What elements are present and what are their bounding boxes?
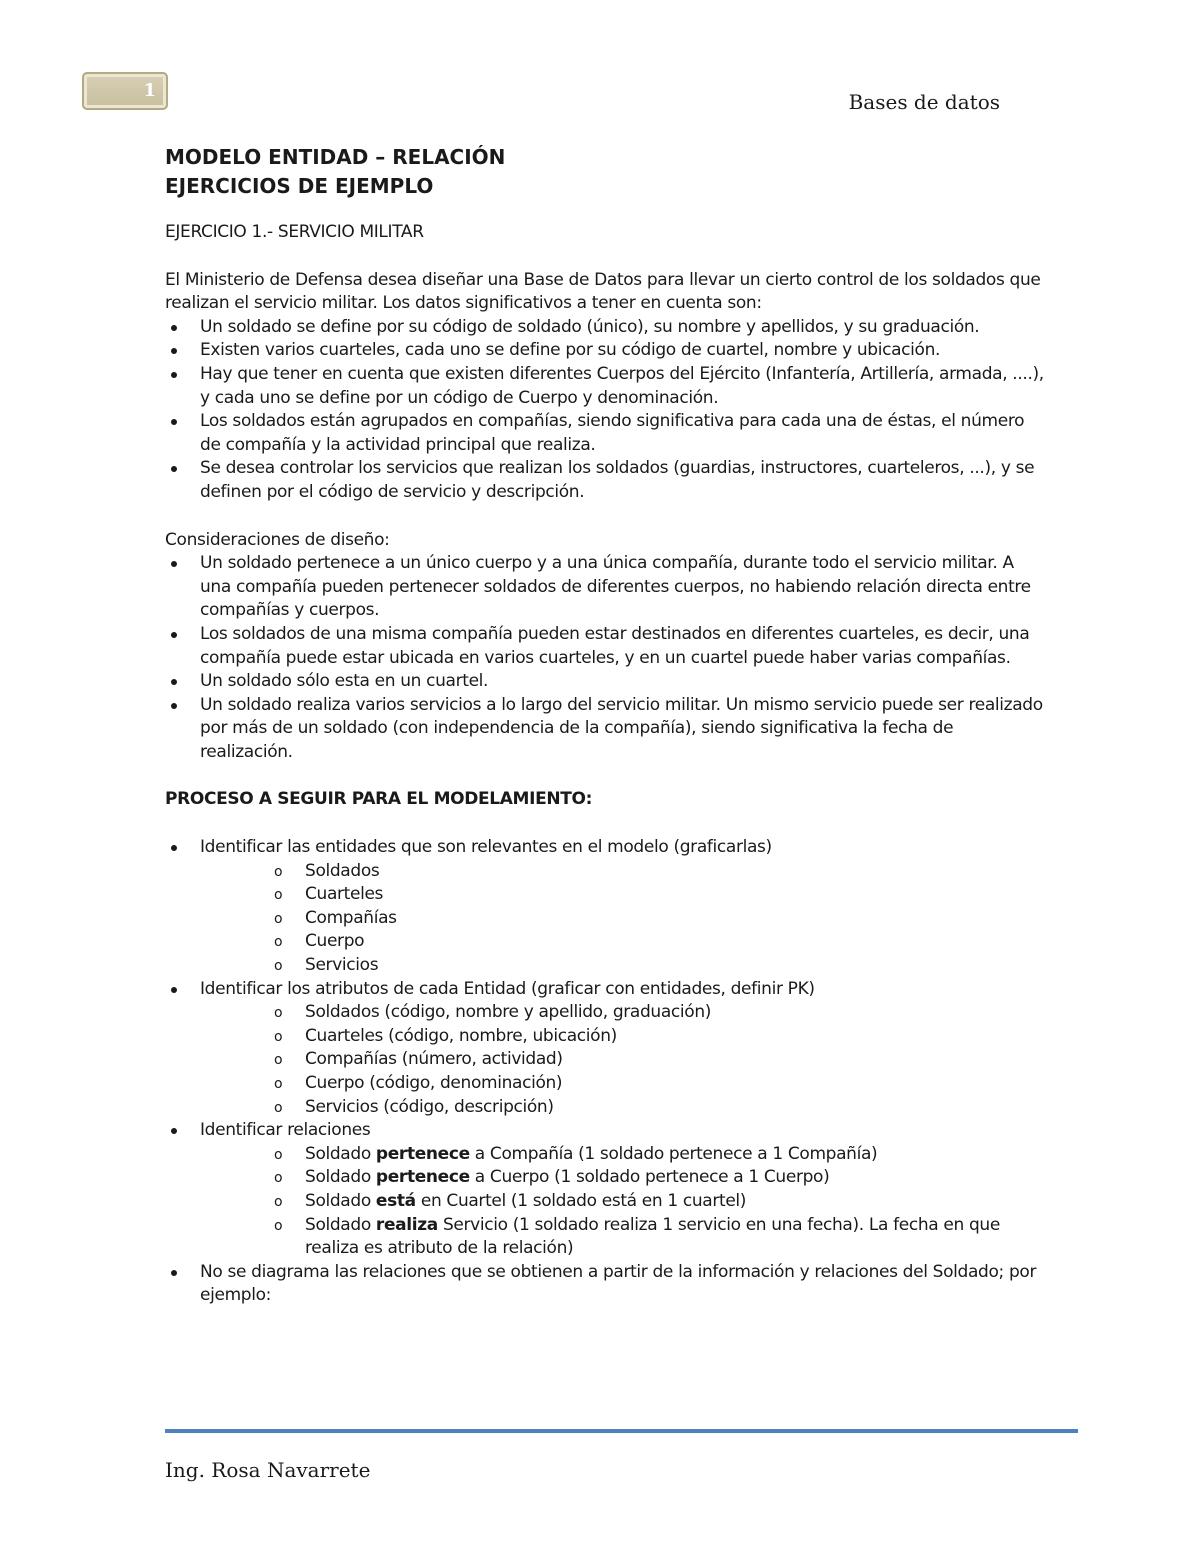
relation-post: a Cuerpo (1 soldado pertenece a 1 Cuerpo) [469, 1167, 830, 1188]
list-item [270, 1190, 1045, 1214]
relation-pre: Soldado [305, 1214, 376, 1235]
list-item: Un soldado se define por su código de soldado (único), su nombre y apellidos, y su graduación. [165, 316, 1045, 340]
entities-sublist [200, 860, 1045, 978]
list-item: o Servicios (código, descripción) [270, 1096, 1045, 1120]
list-item: Los soldados de una misma compañía pueden estar destinados en diferentes cuarteles, es decir, una compañía puede estar ubicada en varios cuarteles, y en un cuartel puede haber varias compañías. [165, 623, 1045, 670]
step-label: Identificar relaciones [200, 1120, 371, 1141]
footer-rule [165, 1429, 1078, 1433]
page-number-badge [82, 72, 168, 110]
relation-verb: realiza [375, 1214, 438, 1235]
list-item: o Soldados [270, 860, 1045, 884]
list-item: o Cuarteles [270, 883, 1045, 907]
document-subtitle: EJERCICIOS DE EJEMPLO [165, 174, 434, 198]
process-step-relations [165, 1119, 1045, 1261]
list-item: Un soldado sólo esta en un cuartel. [165, 670, 1045, 694]
process-step-attributes [165, 978, 1045, 1120]
considerations-heading: Consideraciones de diseño: [165, 529, 390, 550]
list-item: o Cuarteles (código, nombre, ubicación) [270, 1025, 1045, 1049]
relation-verb: pertenece [375, 1143, 470, 1164]
list-item: Los soldados están agrupados en compañías, siendo significativa para cada una de éstas, el número de compañía y la actividad principal que realiza. [165, 410, 1045, 457]
exercise-heading: EJERCICIO 1.- SERVICIO MILITAR [165, 222, 424, 242]
relation-verb: pertenece [375, 1167, 470, 1188]
relation-pre: Soldado [305, 1190, 376, 1211]
relations-sublist [200, 1143, 1045, 1261]
data-points-list [165, 316, 1045, 505]
list-item [270, 1166, 1045, 1190]
relation-post: Servicio (1 soldado realiza 1 servicio en una fecha). La fecha en que realiza es atributo de la relación) [305, 1214, 1000, 1259]
list-item: o Compañías (número, actividad) [270, 1048, 1045, 1072]
document-body [165, 143, 1045, 1308]
relation-post: en Cuartel (1 soldado está en 1 cuartel) [415, 1190, 747, 1211]
list-item: o Cuerpo [270, 930, 1045, 954]
relation-verb: está [375, 1190, 416, 1211]
header-title: Bases de datos [848, 90, 1000, 114]
footer-author: Ing. Rosa Navarrete [165, 1458, 371, 1482]
list-item: Hay que tener en cuenta que existen diferentes Cuerpos del Ejército (Infantería, Artillería, armada, ....), y cada uno se define por un código de Cuerpo y denominación. [165, 363, 1045, 410]
step-label: Identificar los atributos de cada Entidad (graficar con entidades, definir PK) [200, 978, 815, 999]
list-item [270, 1214, 1045, 1261]
list-item: o Cuerpo (código, denominación) [270, 1072, 1045, 1096]
page-number: 1 [143, 80, 156, 101]
relation-pre: Soldado [305, 1167, 376, 1188]
relation-post: a Compañía (1 soldado pertenece a 1 Compañía) [469, 1143, 878, 1164]
attributes-sublist [200, 1001, 1045, 1119]
list-item: Un soldado realiza varios servicios a lo largo del servicio militar. Un mismo servicio puede ser realizado por más de un soldado (con independencia de la compañía), siendo significativa la fecha de realización. [165, 694, 1045, 765]
list-item: Un soldado pertenece a un único cuerpo y a una única compañía, durante todo el servicio militar. A una compañía pueden pertenecer soldados de diferentes cuerpos, no habiendo relación directa entre compañías y cuerpos. [165, 552, 1045, 623]
list-item: o Soldados (código, nombre y apellido, graduación) [270, 1001, 1045, 1025]
step-label: Identificar las entidades que son relevantes en el modelo (graficarlas) [200, 837, 772, 858]
list-item: o Compañías [270, 907, 1045, 931]
list-item: Se desea controlar los servicios que realizan los soldados (guardias, instructores, cuarteleros, ...), y se definen por el código de servicio y descripción. [165, 457, 1045, 504]
list-item: o Servicios [270, 954, 1045, 978]
process-step-entities [165, 836, 1045, 978]
intro-paragraph: El Ministerio de Defensa desea diseñar una Base de Datos para llevar un cierto control de los soldados que realizan el servicio militar. Los datos significativos a tener en cuenta son: [165, 269, 1041, 314]
list-item [270, 1143, 1045, 1167]
considerations-list [165, 552, 1045, 764]
note-list [165, 1261, 1045, 1308]
relation-pre: Soldado [305, 1143, 376, 1164]
note-item: No se diagrama las relaciones que se obtienen a partir de la información y relaciones del Soldado; por ejemplo: [165, 1261, 1045, 1308]
list-item: Existen varios cuarteles, cada uno se define por su código de cuartel, nombre y ubicación. [165, 339, 1045, 363]
process-heading: PROCESO A SEGUIR PARA EL MODELAMIENTO: [165, 789, 593, 810]
process-steps-list [165, 836, 1045, 1261]
document-title: MODELO ENTIDAD – RELACIÓN [165, 145, 506, 169]
